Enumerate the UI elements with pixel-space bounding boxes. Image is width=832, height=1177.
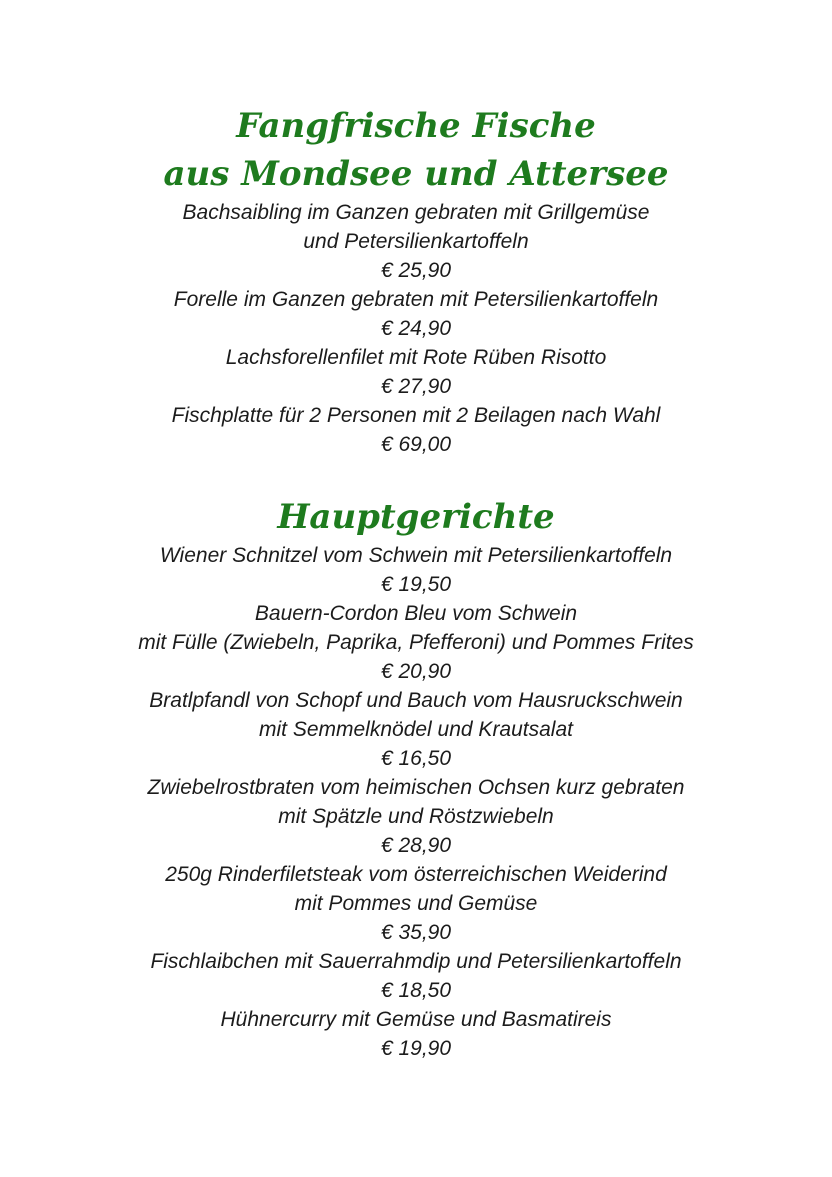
dish-name-line: mit Semmelknödel und Krautsalat	[259, 718, 573, 741]
dish-name-line: Fischplatte für 2 Personen mit 2 Beilagen nach Wahl	[171, 404, 661, 427]
dish-name-line: mit Pommes und Gemüse	[294, 892, 538, 915]
dish-name-line: Fischlaibchen mit Sauerrahmdip und Petersilienkartoffeln	[150, 950, 682, 973]
dish-price: € 28,90	[380, 834, 452, 857]
menu-item	[60, 285, 772, 343]
dish-name-line: Bratlpfandl von Schopf und Bauch vom Hausruckschwein	[149, 689, 683, 712]
menu-item	[60, 198, 772, 285]
menu-item	[60, 401, 772, 459]
dish-name-line: Bachsaibling im Ganzen gebraten mit Grillgemüse	[182, 201, 650, 224]
dish-name-line: Hühnercurry mit Gemüse und Basmatireis	[220, 1008, 612, 1031]
dish-name-line: Wiener Schnitzel vom Schwein mit Petersilienkartoffeln	[159, 544, 673, 567]
dish-name-line: Bauern-Cordon Bleu vom Schwein	[254, 602, 578, 625]
dish-price: € 19,50	[380, 573, 452, 596]
section-title-line: Hauptgerichte	[277, 497, 555, 537]
section-title-line: aus Mondsee und Attersee	[163, 154, 669, 194]
menu-item	[60, 541, 772, 599]
menu-section-fish	[60, 102, 772, 459]
dish-price: € 25,90	[380, 259, 452, 282]
dish-price: € 24,90	[380, 317, 452, 340]
dish-name-line: mit Spätzle und Röstzwiebeln	[278, 805, 554, 828]
dish-name-line: Zwiebelrostbraten vom heimischen Ochsen kurz gebraten	[147, 776, 685, 799]
dish-name-line: Lachsforellenfilet mit Rote Rüben Risotto	[225, 346, 607, 369]
dish-name-line: Forelle im Ganzen gebraten mit Petersilienkartoffeln	[173, 288, 659, 311]
dish-price: € 19,90	[380, 1037, 452, 1060]
menu-section-mains	[60, 493, 772, 1063]
menu-item	[60, 773, 772, 860]
section-title-line: Fangfrische Fische	[236, 106, 596, 146]
dish-name-line: 250g Rinderfiletsteak vom österreichischen Weiderind	[165, 863, 667, 886]
menu-item	[60, 343, 772, 401]
dish-price: € 35,90	[380, 921, 452, 944]
dish-price: € 16,50	[380, 747, 452, 770]
menu-item	[60, 686, 772, 773]
menu-item	[60, 1005, 772, 1063]
dish-name-line: mit Fülle (Zwiebeln, Paprika, Pfefferoni) und Pommes Frites	[138, 631, 694, 654]
dish-price: € 27,90	[380, 375, 452, 398]
dish-name-line: und Petersilienkartoffeln	[303, 230, 529, 253]
menu-item	[60, 860, 772, 947]
dish-price: € 69,00	[380, 433, 452, 456]
menu-item	[60, 599, 772, 686]
dish-price: € 20,90	[380, 660, 452, 683]
menu-item	[60, 947, 772, 1005]
dish-price: € 18,50	[380, 979, 452, 1002]
